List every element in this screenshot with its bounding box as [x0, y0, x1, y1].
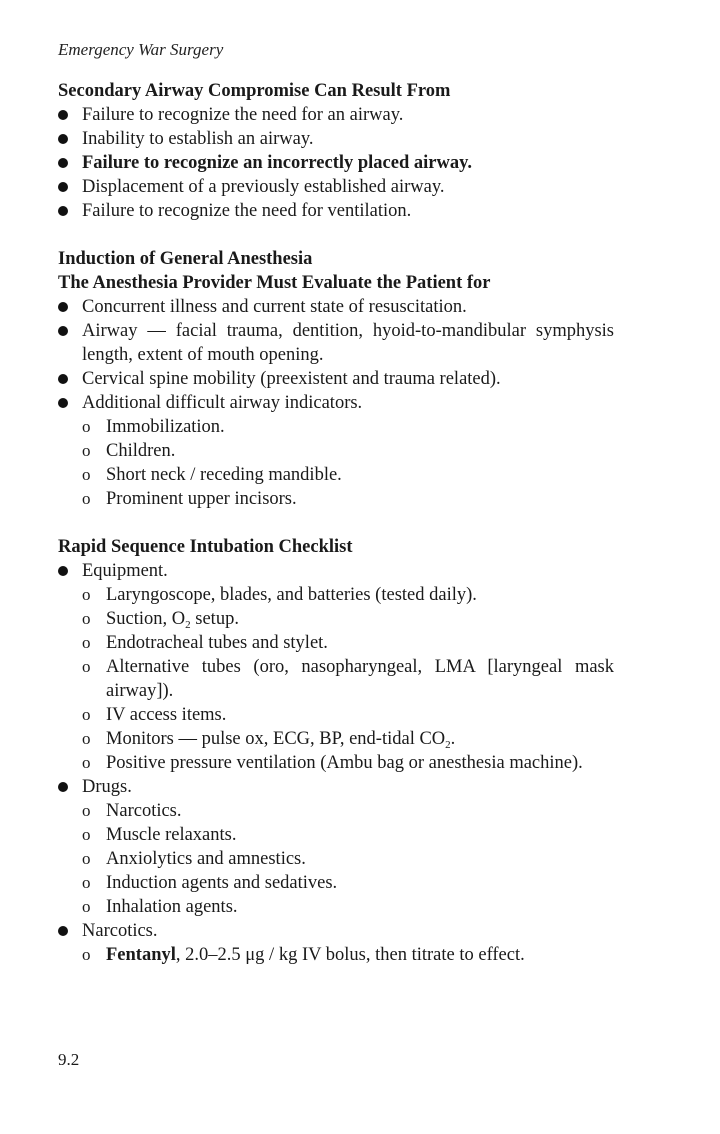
- bullet-icon: [58, 374, 68, 384]
- sub-bullet-icon: o: [82, 753, 91, 772]
- sub-list-item: o Suction, $O_2$ setup.: [82, 609, 239, 631]
- spacer: [58, 223, 614, 247]
- bullet-icon: [58, 182, 68, 192]
- sub-bullet-icon: o: [82, 585, 91, 604]
- sub-bullet-icon: o: [82, 489, 91, 508]
- sub-list-item: o Short neck / receding mandible.: [82, 465, 342, 485]
- list-item: Airway — facial trauma, dentition, hyoid-to-mandibular symphysis length, extent of mouth opening.: [58, 319, 614, 367]
- list-item-narcotics: Narcotics.: [58, 919, 614, 943]
- list-item-emphasized: Failure to recognize an incorrectly placed airway.: [58, 151, 614, 175]
- sub-bullet-icon: o: [82, 609, 91, 628]
- sub-list-item: o Induction agents and sedatives.: [82, 873, 338, 893]
- section-heading-secondary-airway: Secondary Airway Compromise Can Result From: [58, 81, 451, 101]
- bullet-icon: [58, 326, 68, 336]
- sub-bullet-icon: o: [82, 465, 91, 484]
- sub-bullet-icon: o: [82, 705, 91, 724]
- bullet-icon: [58, 782, 68, 792]
- drug-name: Fentanyl: [106, 945, 176, 965]
- sub-list-item: o Monitors — pulse ox, ECG, BP, end-tidal $CO_2$.: [82, 729, 456, 751]
- sub-bullet-icon: o: [82, 729, 91, 748]
- sub-list-item: o Laryngoscope, blades, and batteries (tested daily).: [82, 585, 477, 605]
- list-item-drugs: Drugs.: [58, 775, 614, 799]
- page-content: [58, 79, 614, 967]
- sub-bullet-icon: o: [82, 417, 91, 436]
- sub-bullet-icon: o: [82, 657, 91, 676]
- list-item-equipment: Equipment.: [58, 559, 614, 583]
- sub-list-item: o Inhalation agents.: [82, 897, 238, 917]
- sub-list-item: o Immobilization.: [82, 417, 225, 437]
- section-heading-induction: Induction of General Anesthesia: [58, 249, 313, 269]
- list-item: Cervical spine mobility (preexistent and trauma related).: [58, 367, 614, 391]
- sub-list-item: o IV access items.: [82, 705, 227, 725]
- list-item: Failure to recognize the need for ventilation.: [58, 199, 614, 223]
- bullet-icon: [58, 206, 68, 216]
- bullet-icon: [58, 302, 68, 312]
- sub-bullet-icon: o: [82, 441, 91, 460]
- section-heading-rsi-checklist: Rapid Sequence Intubation Checklist: [58, 537, 353, 557]
- list-item: Inability to establish an airway.: [58, 127, 614, 151]
- sub-list-item: o Children.: [82, 441, 176, 461]
- page-number: 9.2: [58, 1050, 80, 1069]
- bullet-icon: [58, 134, 68, 144]
- sub-bullet-icon: o: [82, 633, 91, 652]
- spacer: [58, 511, 614, 535]
- sub-bullet-icon: o: [82, 801, 91, 820]
- list-item: Failure to recognize the need for an airway.: [58, 103, 614, 127]
- bullet-icon: [58, 158, 68, 168]
- sub-bullet-icon: o: [82, 825, 91, 844]
- sub-list-item: o Positive pressure ventilation (Ambu bag or anesthesia machine).: [82, 753, 583, 773]
- bullet-icon: [58, 398, 68, 408]
- section-subheading-evaluate: The Anesthesia Provider Must Evaluate the Patient for: [58, 273, 491, 293]
- bullet-icon: [58, 110, 68, 120]
- sub-list-item: o Endotracheal tubes and stylet.: [82, 633, 328, 653]
- list-item: Displacement of a previously established airway.: [58, 175, 614, 199]
- list-item: Concurrent illness and current state of resuscitation.: [58, 295, 614, 319]
- sub-bullet-icon: o: [82, 945, 91, 964]
- sub-list-item: o Alternative tubes (oro, nasopharyngeal, LMA [laryngeal mask airway]).: [82, 657, 614, 701]
- sub-bullet-icon: o: [82, 897, 91, 916]
- sub-list-item: o Prominent upper incisors.: [82, 489, 297, 509]
- sub-list-item: o Narcotics.: [82, 801, 182, 821]
- sub-list-item-fentanyl: o Fentanyl, 2.0–2.5 μg / kg IV bolus, then titrate to effect.: [82, 945, 525, 965]
- sub-bullet-icon: o: [82, 849, 91, 868]
- list-item: Additional difficult airway indicators.: [58, 391, 614, 415]
- sub-bullet-icon: o: [82, 873, 91, 892]
- sub-list-item: o Anxiolytics and amnestics.: [82, 849, 306, 869]
- sub-list-item: o Muscle relaxants.: [82, 825, 237, 845]
- bullet-icon: [58, 566, 68, 576]
- bullet-icon: [58, 926, 68, 936]
- running-head: Emergency War Surgery: [58, 40, 224, 59]
